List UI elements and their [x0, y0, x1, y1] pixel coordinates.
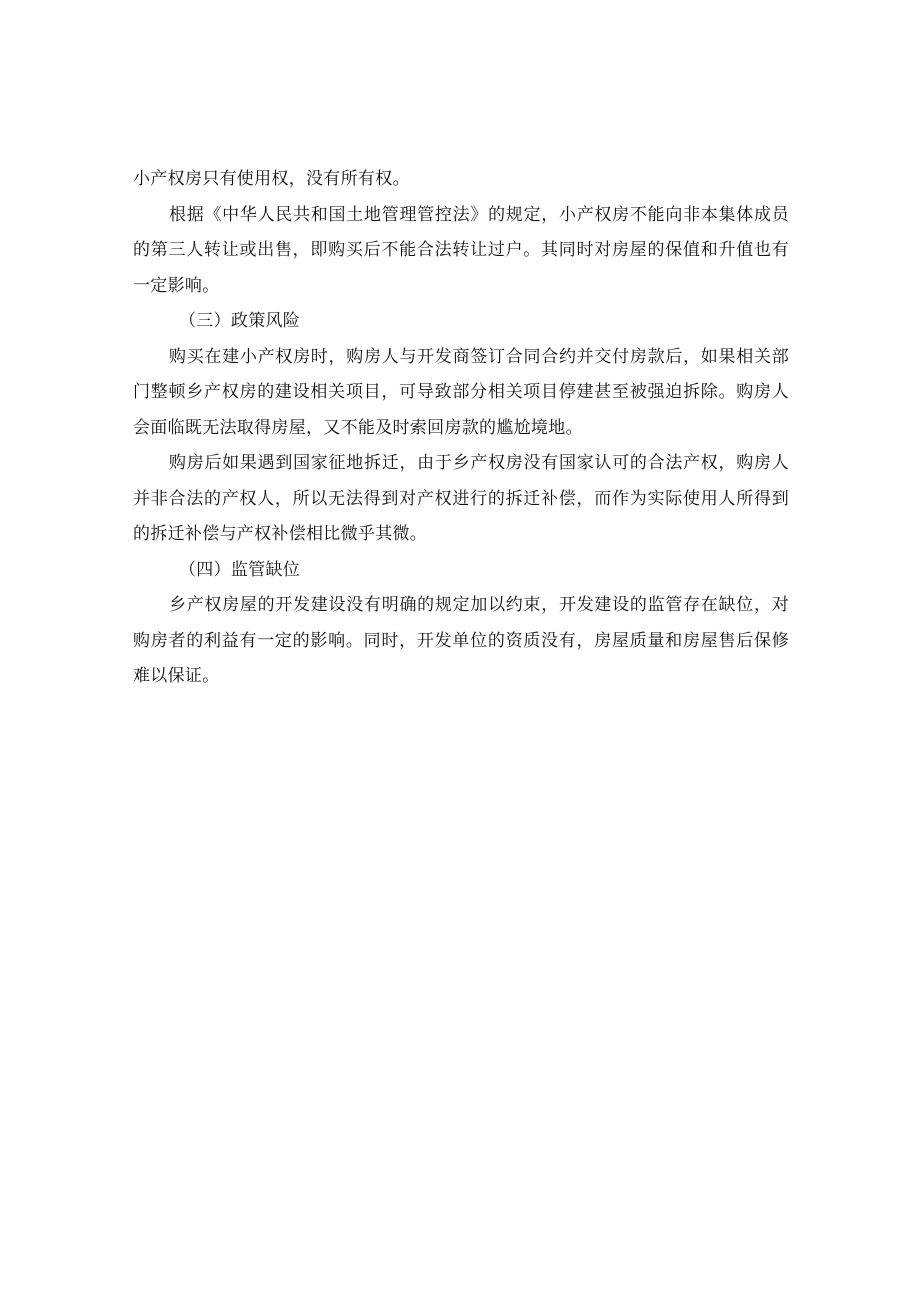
paragraph-continuation: 小产权房只有使用权，没有所有权。: [133, 169, 410, 189]
paragraph-construction-risk: 购买在建小产权房时，购房人与开发商签订合同合约并交付房款后，如果相关部门整顿乡产权房的建设相关项目，可导致部分相关项目停建甚至被强迫拆除。购房人会面临既无法取得房屋，又不能及时索回房款的尴尬境地。: [133, 346, 789, 438]
paragraph-demolition-compensation: 购房后如果遇到国家征地拆迁，由于乡产权房没有国家认可的合法产权，购房人并非合法的产权人，所以无法得到对产权进行的拆迁补偿，而作为实际使用人所得到的拆迁补偿与产权补偿相比微乎其微。: [133, 453, 789, 544]
document-body: [133, 162, 789, 695]
section-heading-supervision-gap: （四）监管缺位: [179, 559, 301, 580]
paragraph-land-law: 根据《中华人民共和国土地管理管控法》的规定，小产权房不能向非本集体成员的第三人转让或出售，即购买后不能合法转让过户。其同时对房屋的保值和升值也有一定影响。: [133, 204, 789, 296]
paragraph-supervision: 乡产权房屋的开发建设没有明确的规定加以约束，开发建设的监管存在缺位，对购房者的利益有一定的影响。同时，开发单位的资质没有，房屋质量和房屋售后保修难以保证。: [133, 595, 789, 686]
section-heading-policy-risk: （三）政策风险: [179, 311, 301, 331]
